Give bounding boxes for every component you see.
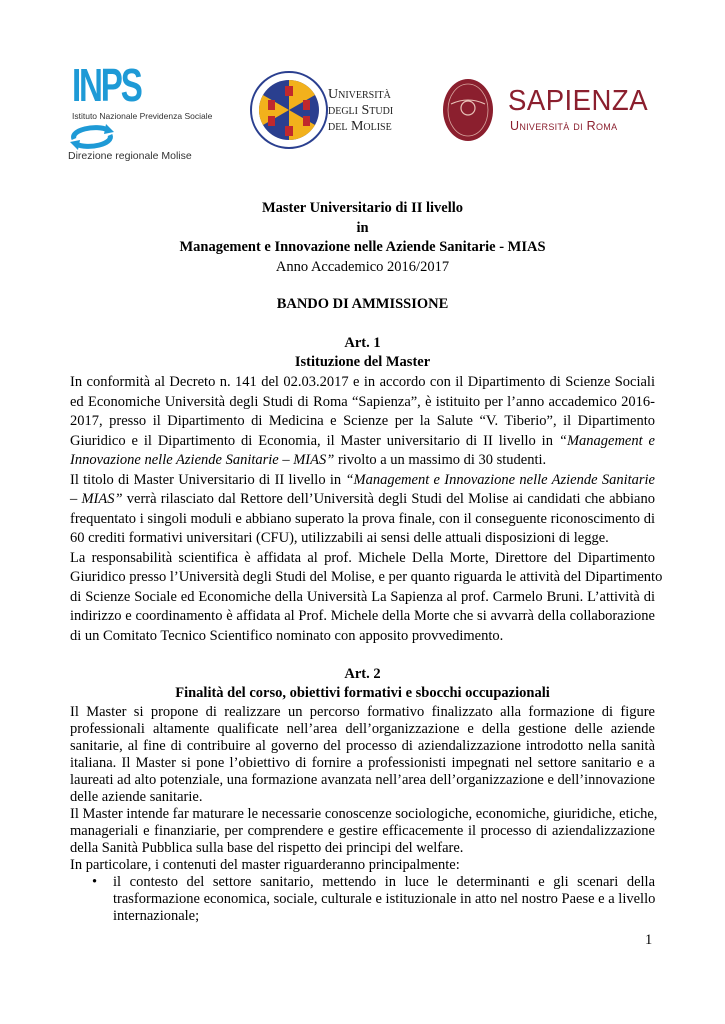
text: In conformità al Decreto n. 141 del 02.03.2017 e in accordo con il Dipartimento di Scienze Sociali	[70, 374, 655, 390]
molise-name	[328, 87, 393, 135]
text: frequentato i singoli moduli e abbiano superato la prova finale, con il conseguente riconoscimento di	[70, 510, 655, 527]
paragraph	[70, 549, 663, 647]
text-line	[70, 393, 655, 413]
text: indirizzo e coordinamento è affidata al Prof. Michele della Morte che si avvarrà della collaborazione	[70, 608, 655, 624]
master-title: Master Universitario di II livello	[261, 200, 464, 216]
text-line	[70, 373, 655, 393]
text: Giuridico e il Dipartimento di Economia, il Master universitario di II livello in	[70, 432, 559, 449]
text: trasformazione economica, sociale, culturale e istituzionale in atto nel nostro Paese e a livello	[113, 891, 656, 907]
text: rivolto a un massimo di 30 studenti.	[334, 452, 547, 468]
art2-title: Finalità del corso, obiettivi formativi e sbocchi occupazionali	[175, 685, 550, 701]
text-line	[70, 607, 655, 627]
text: manageriali e finanziarie, per comprendere e gestire efficacemente il processo di aziendalizzazione	[70, 823, 655, 839]
text-line	[70, 471, 655, 491]
master-name: Management e Innovazione nelle Aziende Sanitarie - MIAS	[179, 239, 546, 255]
text-line	[70, 627, 655, 647]
molise-name-line: Università	[328, 87, 391, 102]
text: laureati ad alto potenziale, una formazione avanzata nell’area dell’organizzazione e dell’innovazione	[70, 772, 655, 788]
inps-office: Direzione regionale Molise	[68, 150, 192, 162]
text-line	[70, 529, 655, 549]
text: 60 crediti formativi universitari (CFU), utilizzabili ai sensi delle attuali disposizioni di legge.	[70, 530, 609, 546]
master-in: in	[356, 220, 369, 236]
text: il contesto del settore sanitario, mettendo in luce le determinanti e gli scenari della	[113, 874, 655, 890]
art1-body	[70, 373, 663, 646]
page-number: 1	[645, 932, 653, 948]
paragraph	[70, 471, 655, 549]
text-line	[70, 490, 655, 510]
text: Il Master intende far maturare le necessarie conoscenze sociologiche, economiche, giuridiche, etiche,	[70, 806, 658, 822]
text: di un Comitato Tecnico Scientifico nominato con apposito provvedimento.	[70, 627, 504, 644]
text: Il Master si propone di realizzare un percorso formativo finalizzato alla formazione di figure	[70, 704, 655, 720]
paragraph	[70, 857, 655, 874]
inps-logo-text: INPS	[72, 59, 141, 111]
text: Giuridico presso l’Università degli Studi del Molise, e per quanto riguarda le attività del Dipartimento	[70, 569, 663, 585]
text-line	[70, 738, 655, 755]
text: delle aziende sanitarie.	[70, 789, 203, 805]
italic-text: “Management e	[558, 432, 655, 449]
bullet-item	[113, 874, 655, 925]
text-line	[70, 772, 655, 789]
molise-seal-icon	[249, 70, 329, 150]
text: ed Economiche Università degli Studi di Roma “Sapienza”, è istituito per l’anno accademico 2016-	[70, 393, 655, 410]
text-line	[70, 412, 655, 432]
text: della Sanità Pubblica sulla base del rispetto dei principi del welfare.	[70, 840, 464, 856]
text-line	[70, 549, 655, 569]
text-line	[70, 432, 655, 452]
text-line	[70, 755, 655, 772]
sapienza-subtitle: Università di Roma	[510, 119, 618, 133]
text-line	[70, 823, 655, 840]
text-line	[70, 568, 663, 588]
inps-arrows-icon	[66, 122, 118, 150]
text-line	[70, 857, 655, 874]
bullet-row	[92, 874, 655, 925]
art1-title: Istituzione del Master	[294, 354, 431, 370]
document-heading: BANDO DI AMMISSIONE	[276, 296, 449, 312]
text-line	[70, 510, 655, 530]
text: In particolare, i contenuti del master riguarderanno principalmente:	[70, 857, 460, 873]
text-line	[113, 874, 655, 891]
paragraph	[70, 806, 658, 857]
molise-name-line: del Molise	[328, 119, 392, 134]
text: professionali altamente qualificate nell’area dell’organizzazione e della gestione delle aziende	[70, 721, 655, 737]
italic-text: Innovazione nelle Aziende Sanitarie – MIAS”	[70, 452, 335, 468]
inps-subtitle: Istituto Nazionale Previdenza Sociale	[72, 111, 213, 121]
text: sanitarie, al fine di contribuire al governo del processo di aziendalizzazione introdotto nella sanità	[70, 738, 655, 754]
text: italiana. Il Master si pone l’obiettivo di fornire a professionisti impegnati nel settore sanitario e a	[70, 755, 655, 771]
bullet-marker: •	[92, 874, 98, 890]
molise-name-line: degli Studi	[328, 103, 394, 118]
sapienza-name: SAPIENZA	[508, 85, 649, 117]
academic-year: Anno Accademico 2016/2017	[275, 259, 450, 275]
italic-text: “Management e Innovazione nelle Aziende Sanitarie	[345, 471, 655, 488]
text: di Scienze Sociale ed Economiche della Università La Sapienza al prof. Carmelo Bruni. L’attività di	[70, 588, 655, 605]
text-line	[70, 806, 658, 823]
text-line	[70, 588, 655, 608]
paragraph	[70, 704, 655, 806]
text-line	[70, 840, 655, 857]
sapienza-seal-icon	[441, 78, 495, 142]
text: La responsabilità scientifica è affidata al prof. Michele Della Morte, Direttore del Dipartimento	[70, 549, 655, 566]
text: Il titolo di Master Universitario di II livello in	[70, 471, 346, 488]
art2-bullet-list	[113, 874, 655, 925]
text: verrà rilasciato dal Rettore dell’Università degli Studi del Molise ai candidati che abbiano	[122, 491, 655, 507]
text-line	[70, 451, 655, 471]
paragraph	[70, 373, 655, 471]
text-line	[70, 789, 655, 806]
art2-content	[70, 704, 658, 925]
text: internazionale;	[113, 908, 200, 924]
text-line	[113, 891, 655, 908]
art2-number: Art. 2	[344, 666, 381, 682]
art1-number: Art. 1	[344, 335, 381, 351]
text-line	[113, 908, 655, 925]
text: 2017, presso il Dipartimento di Medicina e Scienze per la Salute “V. Tiberio”, il Dipartimento	[70, 413, 655, 429]
text-line	[70, 721, 655, 738]
italic-text: – MIAS”	[70, 491, 123, 507]
text-line	[70, 704, 655, 721]
art2-body	[70, 704, 658, 874]
